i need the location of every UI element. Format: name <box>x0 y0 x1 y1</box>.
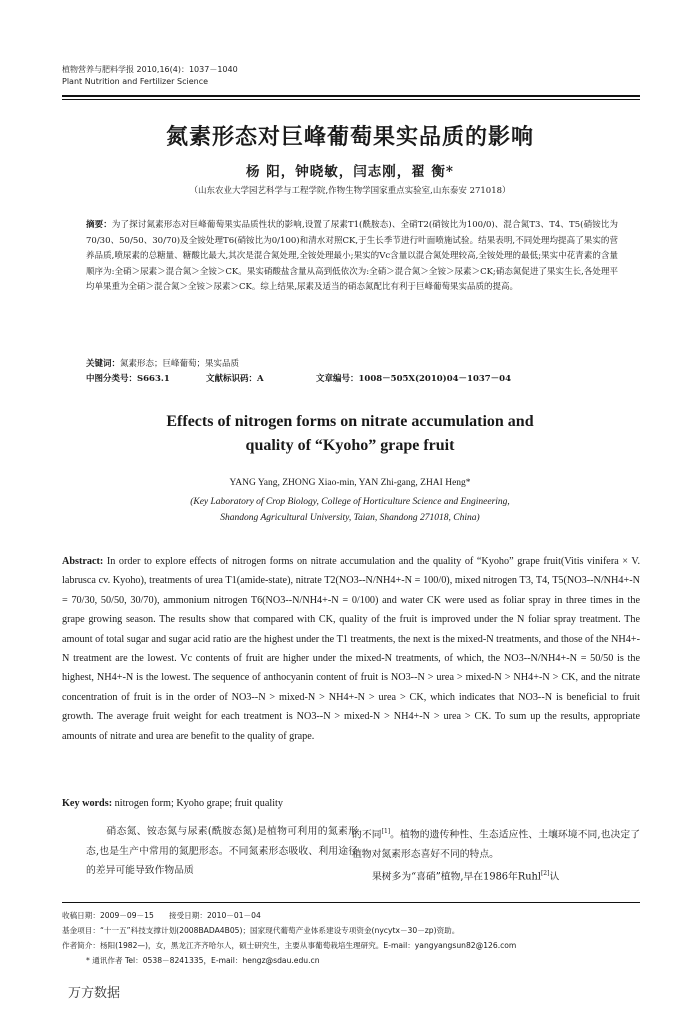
document-code: 文献标识码：A <box>206 374 264 384</box>
abstract-cn <box>86 218 618 296</box>
body-column-left <box>86 822 358 881</box>
body-right-text-d: 认 <box>549 871 560 883</box>
body-right-text-a: 的不同 <box>352 829 382 841</box>
journal-name-en: Plant Nutrition and Fertilizer Science <box>62 77 209 86</box>
footnote-rule <box>62 902 640 903</box>
classification-row <box>86 373 511 386</box>
body-right-text-c: 果树多为“喜硝”植物,早在1986年Ruhl <box>372 871 541 883</box>
abstract-cn-text: 为了探讨氮素形态对巨峰葡萄果实品质性状的影响,设置了尿素T1(酰胺态)、全硝T2(硝铵比为100/0)、混合氮T3、T4、T5(硝铵比为70/30、50/50、30/70)及全铵处理T6(硝铵比为0/100)和清水对照CK,于生长季节进行叶面喷施试验。结果表明,不同处理均提高了果实的营养品质,喷尿素的总糖量、糖酸比最大,其次是混合氮处理,全铵处理最小;果实的Vc含量以混合氮处理较高,全铵处理的最低;果实中花青素的含量顺序为:全硝＞尿素＞混合氮＞全铵＞CK。果实硝酸盐含量从高到低依次为:全硝＞混合氮＞全铵＞尿素＞CK;硝态氮促进了果实生长,各处理平均单果重为全硝＞混合氮＞全铵＞尿素＞CK。综上结果,尿素及适当的硝态氮配比有利于巨峰葡萄果实品质的提高。 <box>86 220 618 292</box>
affiliation-en-line2: Shandong Agricultural University, Taian, Shandong 271018, China) <box>220 513 480 523</box>
abstract-en-label: Abstract: <box>62 556 104 567</box>
affiliation-en <box>0 494 700 526</box>
keywords-en <box>62 798 283 809</box>
body-right-text-b: 。植物的遗传种性、生态适应性、土壤环境不同,也决定了植物对氮素形态喜好不同的特点。 <box>352 829 640 860</box>
clc-number: 中图分类号：S663.1 <box>86 374 170 384</box>
abstract-en <box>62 552 640 746</box>
abstract-cn-label: 摘要： <box>86 220 112 230</box>
footnote-received: 收稿日期：2009－09－15 接受日期：2010－01－04 <box>62 911 261 920</box>
authors-cn: 杨 阳，钟晓敏，闫志刚，翟 衡* <box>246 164 454 180</box>
header-rule-thin <box>62 99 640 100</box>
keywords-cn <box>86 358 239 371</box>
authors-en: YANG Yang, ZHONG Xiao-min, YAN Zhi-gang, ZHAI Heng* <box>229 478 471 488</box>
keywords-en-text: nitrogen form; Kyoho grape; fruit quality <box>114 798 283 809</box>
title-cn: 氮素形态对巨峰葡萄果实品质的影响 <box>165 124 534 150</box>
title-en-line2: quality of “Kyoho” grape fruit <box>245 437 455 454</box>
affiliation-en-line1: (Key Laboratory of Crop Biology, College of Horticulture Science and Engineering, <box>190 497 510 507</box>
journal-citation: 植物营养与肥料学报 2010,16(4)：1037－1040 <box>62 65 238 74</box>
abstract-en-text: In order to explore effects of nitrogen forms on nitrate accumulation and the quality of “Kyoho” grape fruit(Vitis vinifera × V. labrusca cv. Kyoho), treatments of urea T1(amide-state), nitrate T2(NO3--N/NH4+-N = 100/0), mixed nitrogen T3, T4, T5(NO3--N/NH4+-N = 70/30, 50/50, 30/70), ammonium nitrogen T6(NO3--N/NH4+-N = 0/100) and water CK were used as foliar spray in three times in the grape growing season. The results show that compared with CK, quality of the fruit is improved under the N foliar spray treatment. The amount of total sugar and sugar acid ratio are the highest under the T1 treatments, the next is the mixed-N treatments, and those of the NH4+-N treatment are the lowest. Vc contents of fruit are higher under the mixed-N treatments, of which, the NO3--N/NH4+-N = 50/50 is the highest, NH4+-N is the lowest. The sequence of anthocyanin content of fruit is NO3--N > urea > mixed-N > NH4+-N > CK, and the nitrate concentration of fruit is in the order of NO3--N > mixed-N > NH4+-N > urea > CK, which indicates that NO3--N is beneficial to fruit growth. The average fruit weight for each treatment is NO3--N > mixed-N > NH4+-N > urea > CK. To sum up the results, appropriate amounts of nitrate and urea are benefit to the quality of grape. <box>62 556 641 742</box>
affiliation-cn: （山东农业大学园艺科学与工程学院,作物生物学国家重点实验室,山东泰安 271018） <box>189 186 511 196</box>
footnote-author: 作者简介：杨阳(1982—)，女，黑龙江齐齐哈尔人，硕士研究生，主要从事葡萄栽培生理研究。E-mail：yangyangsun82@126.com <box>62 941 517 950</box>
header-rule-thick <box>62 95 640 97</box>
watermark: 万方数据 <box>68 986 121 1001</box>
body-column-right <box>352 822 640 887</box>
body-left-text: 硝态氮、铵态氮与尿素(酰胺态氮)是植物可利用的氮素形态,也是生产中常用的氮肥形态。不同氮素形态吸收、利用途径的差异可能导致作物品质 <box>86 826 358 876</box>
title-en-line1: Effects of nitrogen forms on nitrate accumulation and <box>166 413 534 430</box>
article-number: 文章编号：1008－505X(2010)04－1037－04 <box>316 374 512 384</box>
keywords-cn-text: 氮素形态；巨峰葡萄；果实品质 <box>120 359 240 369</box>
title-en <box>0 410 700 458</box>
keywords-en-label: Key words: <box>62 798 113 809</box>
keywords-cn-label: 关键词： <box>86 359 121 369</box>
footnote-corresponding: * 通讯作者 Tel：0538－8241335，E-mail：hengz@sdau.edu.cn <box>86 956 320 965</box>
footnote-fund: 基金项目：“十一五”科技支撑计划(2008BADA4B05)；国家现代葡萄产业体系建设专项资金(nycytx－30－zp)资助。 <box>62 926 460 935</box>
journal-header <box>62 64 238 88</box>
citation-1: [1] <box>381 828 391 835</box>
citation-2: [2] <box>540 870 550 878</box>
